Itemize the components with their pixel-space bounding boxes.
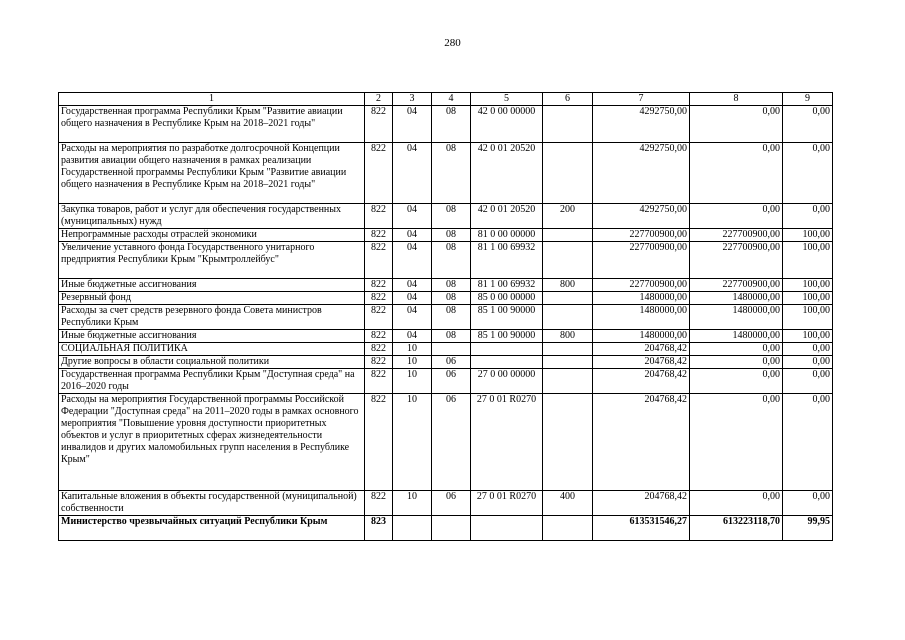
row-percent: 99,95 bbox=[783, 516, 833, 541]
row-admin-code: 822 bbox=[365, 356, 393, 369]
row-planned-amount: 227700900,00 bbox=[593, 229, 690, 242]
row-name: Иные бюджетные ассигнования bbox=[59, 279, 365, 292]
row-planned-amount: 4292750,00 bbox=[593, 204, 690, 229]
row-planned-amount: 1480000,00 bbox=[593, 292, 690, 305]
row-expense-type bbox=[543, 516, 593, 541]
row-section: 04 bbox=[393, 242, 432, 279]
row-percent: 0,00 bbox=[783, 369, 833, 394]
row-subsection: 08 bbox=[432, 106, 471, 143]
row-section: 04 bbox=[393, 106, 432, 143]
row-executed-amount: 1480000,00 bbox=[690, 292, 783, 305]
row-subsection: 08 bbox=[432, 229, 471, 242]
row-percent: 100,00 bbox=[783, 242, 833, 279]
row-planned-amount: 1480000,00 bbox=[593, 305, 690, 330]
row-executed-amount: 613223118,70 bbox=[690, 516, 783, 541]
table-row bbox=[59, 204, 833, 229]
header-cell: 1 bbox=[59, 93, 365, 106]
row-target-item: 81 0 00 00000 bbox=[471, 229, 543, 242]
row-subsection bbox=[432, 516, 471, 541]
table-row bbox=[59, 143, 833, 204]
row-name: Министерство чрезвычайных ситуаций Республики Крым bbox=[59, 516, 365, 541]
row-admin-code: 822 bbox=[365, 394, 393, 491]
row-name: Увеличение уставного фонда Государственного унитарного предприятия Республики Крым "Крымтроллейбус" bbox=[59, 242, 365, 279]
row-expense-type: 800 bbox=[543, 279, 593, 292]
row-executed-amount: 227700900,00 bbox=[690, 242, 783, 279]
row-expense-type bbox=[543, 242, 593, 279]
row-percent: 100,00 bbox=[783, 229, 833, 242]
row-percent: 0,00 bbox=[783, 106, 833, 143]
row-executed-amount: 1480000,00 bbox=[690, 330, 783, 343]
row-planned-amount: 204768,42 bbox=[593, 369, 690, 394]
row-admin-code: 822 bbox=[365, 143, 393, 204]
row-expense-type: 800 bbox=[543, 330, 593, 343]
row-section: 10 bbox=[393, 369, 432, 394]
row-admin-code: 822 bbox=[365, 229, 393, 242]
row-subsection: 08 bbox=[432, 279, 471, 292]
row-section: 10 bbox=[393, 394, 432, 491]
row-target-item bbox=[471, 343, 543, 356]
row-percent: 0,00 bbox=[783, 394, 833, 491]
row-admin-code: 822 bbox=[365, 330, 393, 343]
row-admin-code: 822 bbox=[365, 204, 393, 229]
row-target-item: 27 0 00 00000 bbox=[471, 369, 543, 394]
row-name: Резервный фонд bbox=[59, 292, 365, 305]
row-percent: 0,00 bbox=[783, 343, 833, 356]
row-target-item: 81 1 00 69932 bbox=[471, 242, 543, 279]
row-expense-type bbox=[543, 369, 593, 394]
row-name: СОЦИАЛЬНАЯ ПОЛИТИКА bbox=[59, 343, 365, 356]
row-name: Государственная программа Республики Крым "Доступная среда" на 2016–2020 годы bbox=[59, 369, 365, 394]
row-expense-type bbox=[543, 305, 593, 330]
table-row bbox=[59, 229, 833, 242]
row-percent: 0,00 bbox=[783, 491, 833, 516]
row-target-item: 42 0 01 20520 bbox=[471, 143, 543, 204]
table-row bbox=[59, 106, 833, 143]
table-row bbox=[59, 242, 833, 279]
row-executed-amount: 1480000,00 bbox=[690, 305, 783, 330]
row-target-item: 42 0 00 00000 bbox=[471, 106, 543, 143]
row-subsection: 06 bbox=[432, 369, 471, 394]
row-admin-code: 822 bbox=[365, 343, 393, 356]
row-admin-code: 823 bbox=[365, 516, 393, 541]
row-section: 10 bbox=[393, 343, 432, 356]
row-subsection: 08 bbox=[432, 305, 471, 330]
header-cell: 8 bbox=[690, 93, 783, 106]
table-row bbox=[59, 279, 833, 292]
table-row bbox=[59, 330, 833, 343]
row-admin-code: 822 bbox=[365, 279, 393, 292]
row-admin-code: 822 bbox=[365, 305, 393, 330]
budget-table bbox=[58, 92, 833, 541]
row-percent: 100,00 bbox=[783, 330, 833, 343]
row-percent: 0,00 bbox=[783, 143, 833, 204]
row-subsection: 08 bbox=[432, 242, 471, 279]
table-row bbox=[59, 394, 833, 491]
row-planned-amount: 204768,42 bbox=[593, 356, 690, 369]
row-admin-code: 822 bbox=[365, 106, 393, 143]
row-name: Расходы за счет средств резервного фонда Совета министров Республики Крым bbox=[59, 305, 365, 330]
header-cell: 5 bbox=[471, 93, 543, 106]
row-percent: 0,00 bbox=[783, 356, 833, 369]
row-planned-amount: 204768,42 bbox=[593, 491, 690, 516]
row-name: Государственная программа Республики Крым "Развитие авиации общего назначения в Республике Крым на 2018–2021 годы" bbox=[59, 106, 365, 143]
row-expense-type bbox=[543, 343, 593, 356]
header-cell: 3 bbox=[393, 93, 432, 106]
row-admin-code: 822 bbox=[365, 242, 393, 279]
table-row bbox=[59, 292, 833, 305]
row-executed-amount: 0,00 bbox=[690, 343, 783, 356]
row-expense-type bbox=[543, 394, 593, 491]
row-expense-type: 200 bbox=[543, 204, 593, 229]
row-name: Другие вопросы в области социальной политики bbox=[59, 356, 365, 369]
row-executed-amount: 227700900,00 bbox=[690, 279, 783, 292]
header-cell: 7 bbox=[593, 93, 690, 106]
row-name: Иные бюджетные ассигнования bbox=[59, 330, 365, 343]
row-planned-amount: 227700900,00 bbox=[593, 242, 690, 279]
row-executed-amount: 227700900,00 bbox=[690, 229, 783, 242]
row-percent: 100,00 bbox=[783, 279, 833, 292]
row-planned-amount: 4292750,00 bbox=[593, 143, 690, 204]
row-target-item: 27 0 01 R0270 bbox=[471, 394, 543, 491]
row-target-item: 42 0 01 20520 bbox=[471, 204, 543, 229]
row-name: Непрограммные расходы отраслей экономики bbox=[59, 229, 365, 242]
row-planned-amount: 204768,42 bbox=[593, 394, 690, 491]
row-name: Расходы на мероприятия по разработке долгосрочной Концепции развития авиации общего назначения в рамках реализации Государственной программы Республики Крым "Развитие авиации общего назначения в Республике Крым на 2018–2021 годы" bbox=[59, 143, 365, 204]
row-section: 10 bbox=[393, 491, 432, 516]
row-section: 10 bbox=[393, 356, 432, 369]
row-subsection: 08 bbox=[432, 204, 471, 229]
row-subsection bbox=[432, 343, 471, 356]
row-subsection: 06 bbox=[432, 394, 471, 491]
row-target-item bbox=[471, 516, 543, 541]
header-cell: 6 bbox=[543, 93, 593, 106]
row-section: 04 bbox=[393, 330, 432, 343]
header-cell: 9 bbox=[783, 93, 833, 106]
table-row bbox=[59, 491, 833, 516]
row-name: Капитальные вложения в объекты государственной (муниципальной) собственности bbox=[59, 491, 365, 516]
header-cell: 4 bbox=[432, 93, 471, 106]
row-section: 04 bbox=[393, 305, 432, 330]
row-name: Расходы на мероприятия Государственной программы Российской Федерации "Доступная среда" на 2011–2020 годы в рамках основного мероприятия "Повышение уровня доступности приоритетных объектов и услуг в приоритетных сферах жизнедеятельности инвалидов и других маломобильных групп населения в Республике Крым" bbox=[59, 394, 365, 491]
row-subsection: 08 bbox=[432, 143, 471, 204]
row-section: 04 bbox=[393, 143, 432, 204]
row-expense-type bbox=[543, 292, 593, 305]
table-body bbox=[59, 93, 833, 541]
row-target-item: 85 0 00 00000 bbox=[471, 292, 543, 305]
row-subsection: 06 bbox=[432, 356, 471, 369]
row-section: 04 bbox=[393, 204, 432, 229]
row-planned-amount: 1480000,00 bbox=[593, 330, 690, 343]
row-expense-type bbox=[543, 229, 593, 242]
row-target-item: 27 0 01 R0270 bbox=[471, 491, 543, 516]
row-planned-amount: 613531546,27 bbox=[593, 516, 690, 541]
table-header-row bbox=[59, 93, 833, 106]
table-row bbox=[59, 343, 833, 356]
row-section bbox=[393, 516, 432, 541]
row-percent: 100,00 bbox=[783, 305, 833, 330]
row-subsection: 08 bbox=[432, 292, 471, 305]
row-target-item: 81 1 00 69932 bbox=[471, 279, 543, 292]
row-expense-type bbox=[543, 106, 593, 143]
row-target-item bbox=[471, 356, 543, 369]
row-executed-amount: 0,00 bbox=[690, 143, 783, 204]
row-target-item: 85 1 00 90000 bbox=[471, 305, 543, 330]
table-row bbox=[59, 369, 833, 394]
page-number: 280 bbox=[444, 37, 461, 49]
row-subsection: 06 bbox=[432, 491, 471, 516]
row-admin-code: 822 bbox=[365, 292, 393, 305]
row-expense-type bbox=[543, 143, 593, 204]
row-planned-amount: 4292750,00 bbox=[593, 106, 690, 143]
row-executed-amount: 0,00 bbox=[690, 491, 783, 516]
table-row bbox=[59, 516, 833, 541]
row-section: 04 bbox=[393, 279, 432, 292]
table-row bbox=[59, 356, 833, 369]
row-executed-amount: 0,00 bbox=[690, 356, 783, 369]
row-name: Закупка товаров, работ и услуг для обеспечения государственных (муниципальных) нужд bbox=[59, 204, 365, 229]
row-planned-amount: 204768,42 bbox=[593, 343, 690, 356]
row-expense-type: 400 bbox=[543, 491, 593, 516]
row-percent: 0,00 bbox=[783, 204, 833, 229]
row-section: 04 bbox=[393, 229, 432, 242]
row-section: 04 bbox=[393, 292, 432, 305]
row-target-item: 85 1 00 90000 bbox=[471, 330, 543, 343]
row-subsection: 08 bbox=[432, 330, 471, 343]
table-row bbox=[59, 305, 833, 330]
header-cell: 2 bbox=[365, 93, 393, 106]
row-admin-code: 822 bbox=[365, 369, 393, 394]
row-executed-amount: 0,00 bbox=[690, 106, 783, 143]
row-planned-amount: 227700900,00 bbox=[593, 279, 690, 292]
row-executed-amount: 0,00 bbox=[690, 394, 783, 491]
row-percent: 100,00 bbox=[783, 292, 833, 305]
row-executed-amount: 0,00 bbox=[690, 369, 783, 394]
row-admin-code: 822 bbox=[365, 491, 393, 516]
row-executed-amount: 0,00 bbox=[690, 204, 783, 229]
row-expense-type bbox=[543, 356, 593, 369]
